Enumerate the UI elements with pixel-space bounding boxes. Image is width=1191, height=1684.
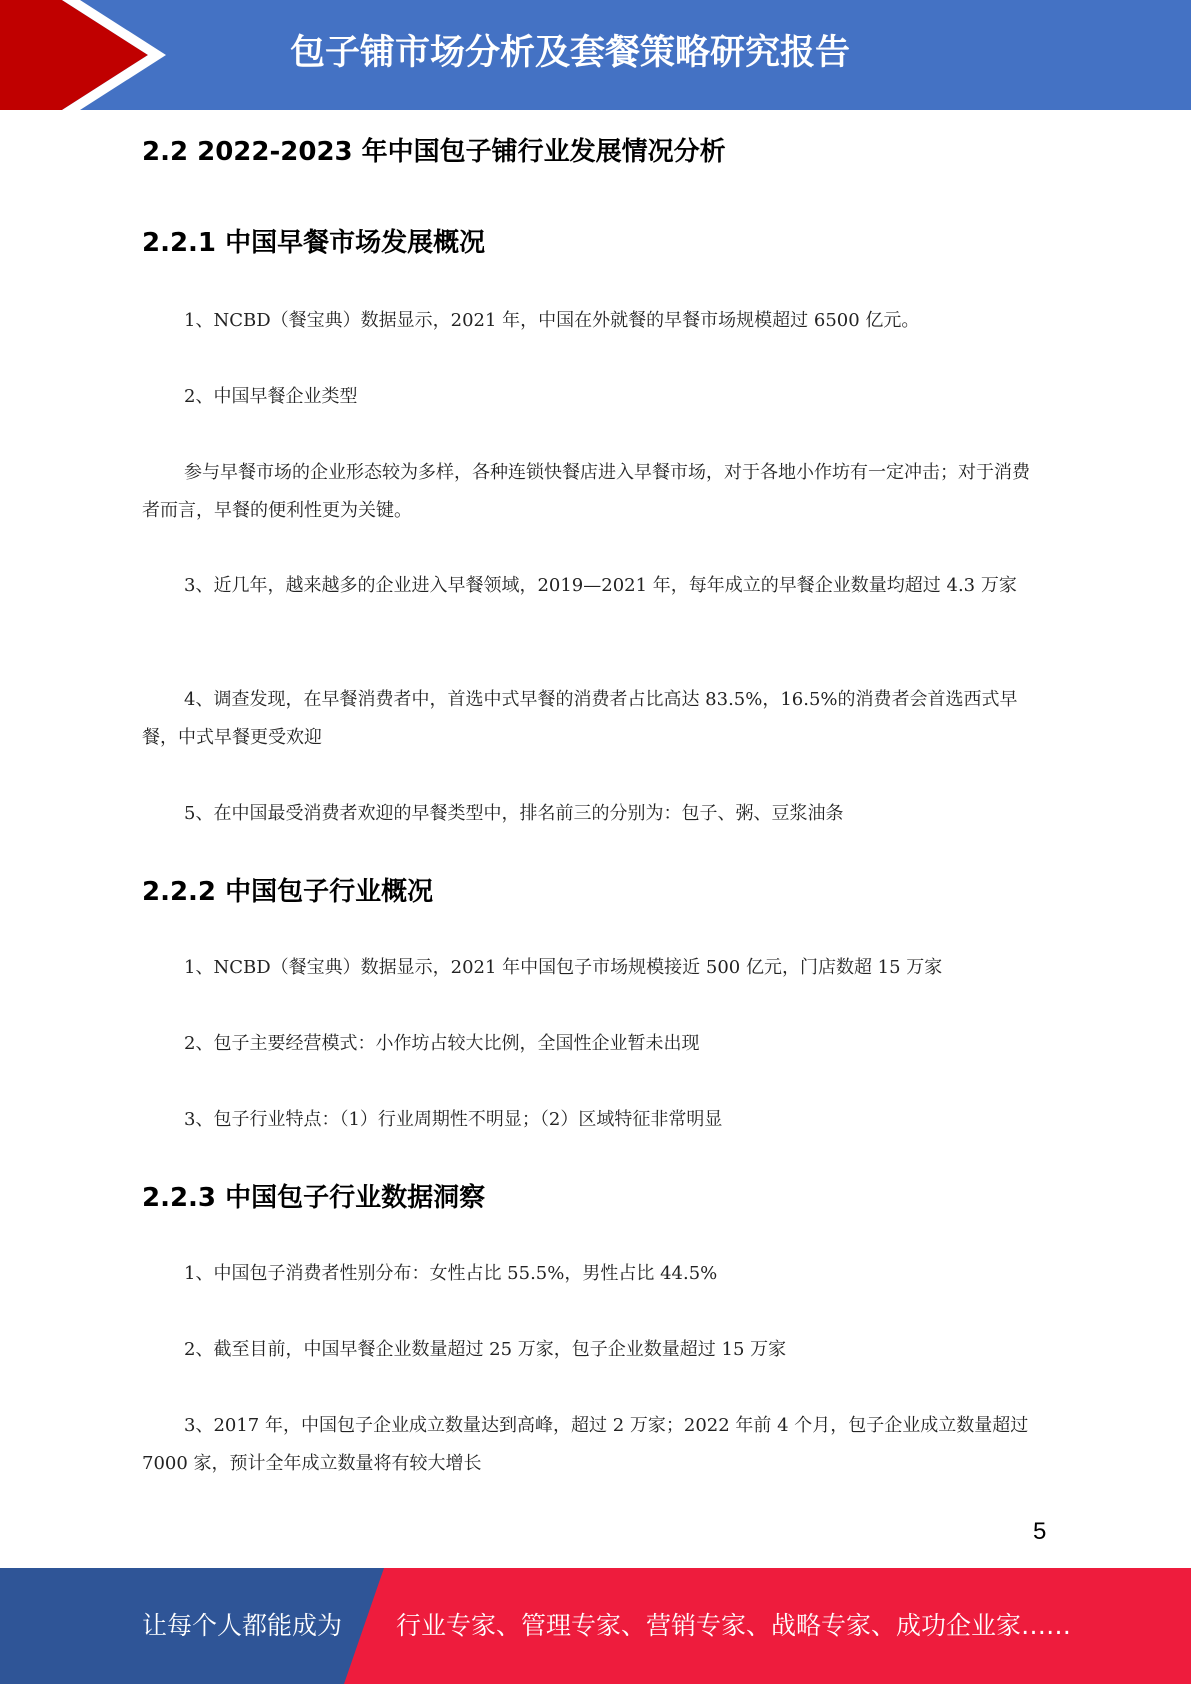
page-header <box>0 0 1191 110</box>
paragraph: 参与早餐市场的企业形态较为多样，各种连锁快餐店进入早餐市场，对于各地小作坊有一定冲击；对于消费者而言，早餐的便利性更为关键。 <box>142 462 1030 521</box>
paragraph: 1、NCBD（餐宝典）数据显示，2021 年中国包子市场规模接近 500 亿元，门店数超 15 万家 <box>184 957 943 978</box>
page-footer <box>0 1568 1191 1684</box>
footer-slogan-right: 行业专家、管理专家、营销专家、战略专家、成功企业家…… <box>396 1611 1072 1640</box>
report-title: 包子铺市场分析及套餐策略研究报告 <box>290 33 851 73</box>
paragraph: 1、中国包子消费者性别分布：女性占比 55.5%，男性占比 44.5% <box>184 1263 718 1284</box>
paragraph: 2、中国早餐企业类型 <box>184 386 358 407</box>
paragraph: 4、调查发现，在早餐消费者中，首选中式早餐的消费者占比高达 83.5%，16.5%的消费者会首选西式早餐，中式早餐更受欢迎 <box>142 689 1018 748</box>
section-2-2-2-title: 2.2.2 中国包子行业概况 <box>142 877 434 907</box>
footer-slogan-left: 让每个人都能成为 <box>142 1611 343 1640</box>
paragraph: 3、近几年，越来越多的企业进入早餐领域，2019—2021 年，每年成立的早餐企业数量均超过 4.3 万家 <box>184 575 1017 596</box>
paragraph: 3、包子行业特点：（1）行业周期性不明显；（2）区域特征非常明显 <box>184 1109 723 1130</box>
header-red-arrow <box>0 0 148 110</box>
section-2-2-1-title: 2.2.1 中国早餐市场发展概况 <box>142 228 486 258</box>
section-2-2-3-title: 2.2.3 中国包子行业数据洞察 <box>142 1183 486 1213</box>
page-number: 5 <box>1033 1518 1047 1545</box>
paragraph: 5、在中国最受消费者欢迎的早餐类型中，排名前三的分别为：包子、粥、豆浆油条 <box>184 803 844 824</box>
paragraph: 2、截至目前，中国早餐企业数量超过 25 万家，包子企业数量超过 15 万家 <box>184 1339 787 1360</box>
paragraph: 2、包子主要经营模式：小作坊占较大比例，全国性企业暂未出现 <box>184 1033 700 1054</box>
paragraph: 3、2017 年，中国包子企业成立数量达到高峰，超过 2 万家；2022 年前 4 个月，包子企业成立数量超过 7000 家，预计全年成立数量将有较大增长 <box>142 1415 1029 1474</box>
paragraph: 1、NCBD（餐宝典）数据显示，2021 年，中国在外就餐的早餐市场规模超过 6500 亿元。 <box>184 310 920 331</box>
section-2-2-title: 2.2 2022-2023 年中国包子铺行业发展情况分析 <box>142 137 726 167</box>
